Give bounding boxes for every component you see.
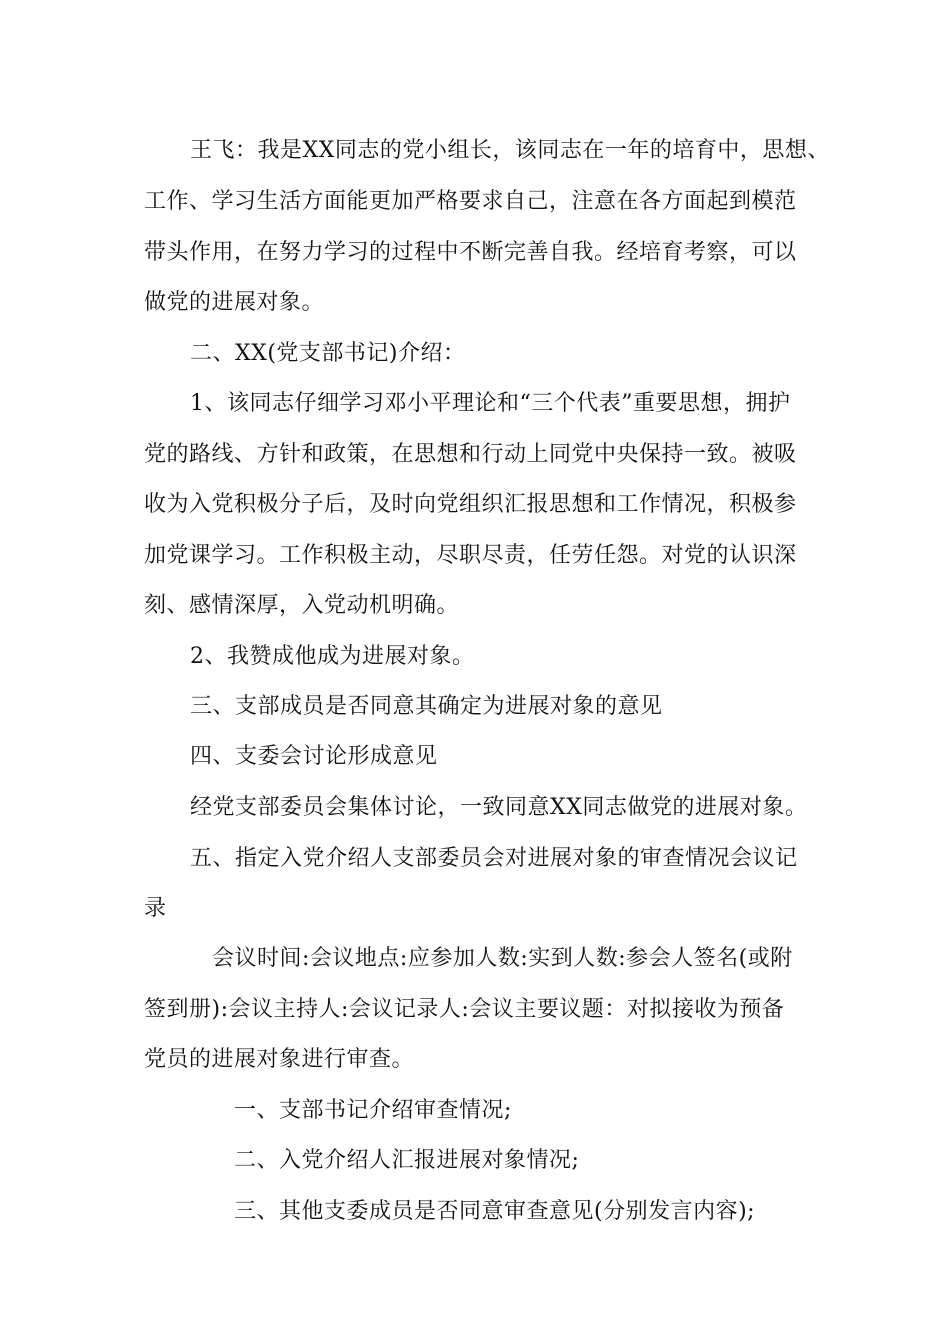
text-line-18: 签到册):会议主持人:会议记录人:会议主要议题：对拟接收为预备: [144, 997, 785, 1022]
text-line-13: 四、支委会讨论形成意见: [190, 744, 438, 769]
text-line-7: 党的路线、方针和政策，在思想和行动上同党中央保持一致。被吸: [144, 442, 797, 467]
text-line-17: 会议时间:会议地点:应参加人数:实到人数:参会人签名(或附: [212, 946, 793, 971]
text-line-9: 加党课学习。工作积极主动，尽职尽责，任劳任怨。对党的认识深: [144, 543, 797, 568]
text-line-20: 一、支部书记介绍审查情况;: [234, 1098, 512, 1123]
text-line-4: 做党的进展对象。: [144, 290, 325, 315]
text-line-3: 带头作用，在努力学习的过程中不断完善自我。经培育考察，可以: [144, 240, 797, 265]
text-line-22: 三、其他支委成员是否同意审查意见(分别发言内容);: [234, 1199, 756, 1224]
text-line-12: 三、支部成员是否同意其确定为进展对象的意见: [190, 694, 663, 719]
text-line-6: 1、该同志仔细学习邓小平理论和“三个代表”重要思想，拥护: [190, 391, 791, 416]
text-line-16: 录: [144, 896, 167, 921]
text-line-14: 经党支部委员会集体讨论，一致同意XX同志做党的进展对象。: [190, 795, 808, 820]
text-line-8: 收为入党积极分子后，及时向党组织汇报思想和工作情况，积极参: [144, 492, 797, 517]
text-line-10: 刻、感情深厚，入党动机明确。: [144, 593, 460, 618]
text-line-11: 2、我赞成他成为进展对象。: [190, 644, 475, 669]
text-line-21: 二、入党介绍人汇报进展对象情况;: [234, 1148, 580, 1173]
text-line-19: 党员的进展对象进行审查。: [144, 1047, 415, 1072]
text-line-15: 五、指定入党介绍人支部委员会对进展对象的审查情况会议记: [190, 846, 798, 871]
text-line-5: 二、XX(党支部书记)介绍：: [190, 341, 466, 366]
text-line-1: 王飞：我是XX同志的党小组长，该同志在一年的培育中，思想、: [190, 138, 830, 163]
text-line-2: 工作、学习生活方面能更加严格要求自己，注意在各方面起到模范: [144, 189, 797, 214]
